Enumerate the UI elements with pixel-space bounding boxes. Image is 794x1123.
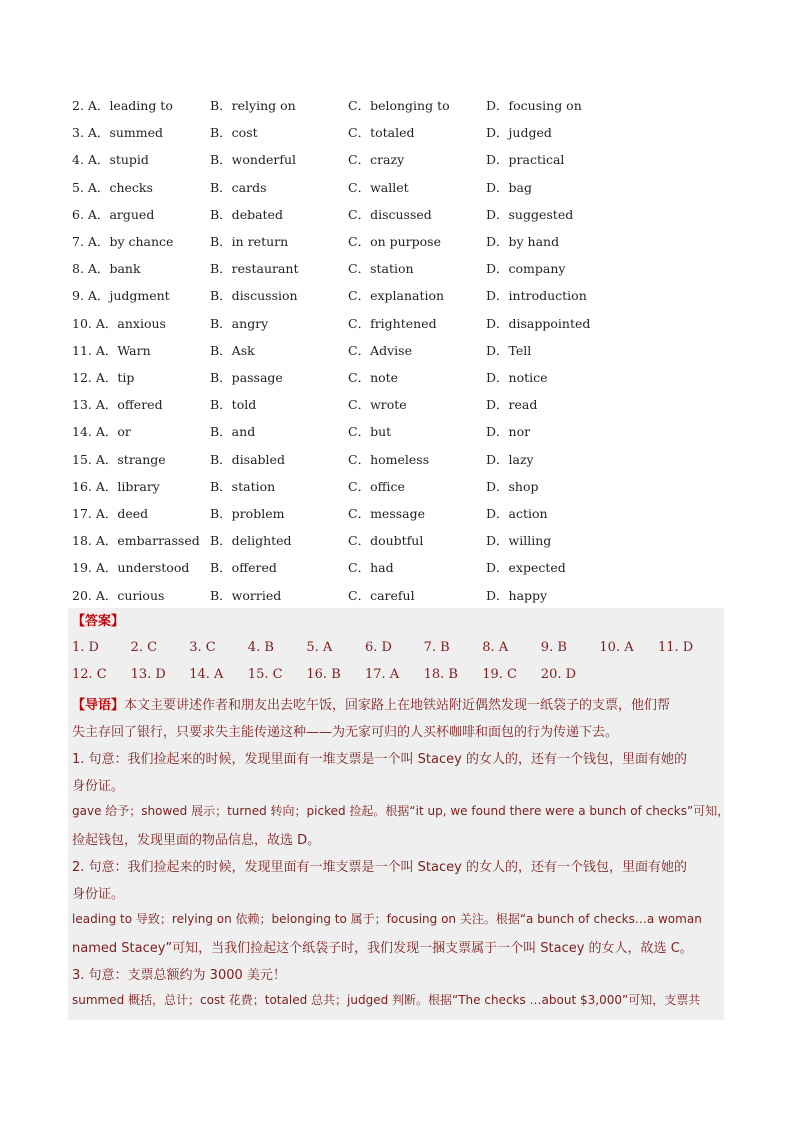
- option-a-text: summed: [109, 125, 164, 141]
- question-row: [0, 558, 794, 578]
- question-row: [0, 259, 794, 279]
- explanation-1-line-4: 捡起钱包，发现里面的物品信息，故选 D。: [72, 833, 321, 848]
- guide-line-2: 失主存回了银行，只要求失主能传递这种——为无家可归的人买杯咖啡和面包的行为传递下去。: [72, 725, 619, 740]
- answer-key-item: 10. A: [599, 640, 634, 655]
- option-a: [72, 422, 131, 440]
- option-a-text: embarrassed: [117, 533, 200, 549]
- question-number: 15. A．: [72, 451, 118, 467]
- option-a-text: tip: [117, 370, 135, 385]
- question-number: 11. A．: [72, 342, 118, 358]
- answer-key-row-2: [72, 667, 722, 687]
- question-number: 4. A．: [72, 152, 110, 168]
- option-d: D．expected: [486, 560, 566, 576]
- option-b: B．problem: [210, 506, 285, 521]
- option-d: D．practical: [486, 152, 565, 168]
- option-a: [72, 341, 151, 359]
- option-b: B．cost: [210, 125, 258, 141]
- answer-key-item: 9. B: [540, 640, 567, 655]
- explanation-2-line-1: 2. 句意：我们捡起来的时候，发现里面有一堆支票是一个叫 Stacey 的女人的，还有一个钱包，里面有她的: [72, 860, 687, 875]
- option-b: B．disabled: [210, 451, 285, 467]
- option-a-text: argued: [109, 206, 155, 222]
- option-a: [72, 286, 170, 304]
- option-a: [72, 450, 166, 468]
- option-d: D．shop: [486, 478, 539, 494]
- answer-key-item: 1. D: [72, 640, 99, 655]
- option-a-text: by chance: [109, 234, 174, 249]
- answer-key-item: 5. A: [306, 640, 333, 655]
- answer-label: 【答案】: [72, 614, 125, 629]
- option-c: C．careful: [348, 587, 415, 603]
- answer-key-item: 11. D: [658, 640, 694, 655]
- option-d: D．willing: [486, 533, 552, 549]
- option-c: C．office: [348, 478, 405, 494]
- question-number: 13. A．: [72, 397, 118, 413]
- option-a-text: Warn: [117, 342, 151, 358]
- option-b: B．wonderful: [210, 152, 297, 168]
- answer-key-item: 13. D: [130, 667, 166, 682]
- answer-key-item: 6. D: [365, 640, 392, 655]
- answer-key-item: 16. B: [306, 667, 341, 682]
- option-a: [72, 368, 134, 386]
- explanation-1-line-3: gave 给予；showed 展示；turned 转向；picked 捡起。根据“it up, we found there were a bunch of checks”可知，: [72, 804, 730, 818]
- question-row: [0, 232, 794, 252]
- option-b: B．cards: [210, 179, 267, 195]
- answer-key-item: 4. B: [247, 640, 274, 655]
- option-a: [72, 558, 189, 576]
- option-a: [72, 232, 173, 250]
- option-c: C．station: [348, 261, 414, 277]
- option-a-text: or: [117, 424, 131, 440]
- question-number: 2. A．: [72, 98, 110, 113]
- option-d: D．focusing on: [486, 98, 582, 113]
- question-number: 16. A．: [72, 478, 118, 494]
- option-d: D．judged: [486, 125, 552, 141]
- option-b: B．debated: [210, 206, 283, 222]
- question-number: 7. A．: [72, 234, 110, 249]
- option-a: [72, 586, 164, 604]
- question-number: 12. A．: [72, 370, 118, 385]
- option-c: C．explanation: [348, 288, 445, 304]
- option-c: C．doubtful: [348, 533, 424, 549]
- answer-key-row-1: [72, 640, 722, 660]
- answer-key-item: 2. C: [130, 640, 158, 655]
- question-number: 18. A．: [72, 533, 118, 549]
- answer-key-item: 8. A: [482, 640, 509, 655]
- option-c: C．belonging to: [348, 98, 450, 113]
- explanation-2-line-4: named Stacey”可知，当我们捡起这个纸袋子时，我们发现一捆支票属于一个叫 Stacey 的女人，故选 C。: [72, 941, 693, 956]
- option-d: D．action: [486, 506, 548, 521]
- explanation-3-line-1: 3. 句意：支票总额约为 3000 美元！: [72, 968, 286, 983]
- option-a-text: library: [117, 478, 160, 494]
- question-row: [0, 341, 794, 361]
- option-c: C．totaled: [348, 125, 415, 141]
- question-number: 10. A．: [72, 315, 118, 331]
- question-number: 8. A．: [72, 261, 110, 277]
- option-b: B．angry: [210, 315, 269, 331]
- option-a-text: strange: [117, 451, 166, 467]
- guide-label: 【导语】: [72, 698, 125, 713]
- question-number: 5. A．: [72, 179, 110, 195]
- option-a: [72, 123, 163, 141]
- option-a: [72, 395, 163, 413]
- option-b: B．in return: [210, 234, 289, 249]
- option-c: C．discussed: [348, 206, 432, 222]
- option-b: B．Ask: [210, 342, 255, 358]
- option-d: D．read: [486, 397, 538, 413]
- question-row: [0, 150, 794, 170]
- answer-key-item: 18. B: [423, 667, 458, 682]
- option-d: D．notice: [486, 370, 548, 385]
- option-c: C．frightened: [348, 315, 437, 331]
- option-d: D．introduction: [486, 288, 587, 304]
- option-c: C．had: [348, 560, 394, 576]
- option-d: D．Tell: [486, 342, 532, 358]
- answer-key-item: 7. B: [423, 640, 450, 655]
- question-row: [0, 450, 794, 470]
- option-a: [72, 531, 200, 549]
- question-number: 14. A．: [72, 424, 118, 440]
- question-row: [0, 314, 794, 334]
- question-row: [0, 531, 794, 551]
- question-row: [0, 395, 794, 415]
- option-b: B．restaurant: [210, 261, 299, 277]
- option-a: [72, 205, 154, 223]
- option-d: D．bag: [486, 179, 532, 195]
- option-b: B．and: [210, 424, 256, 440]
- option-c: C．wallet: [348, 179, 409, 195]
- option-b: B．told: [210, 397, 257, 413]
- option-d: D．nor: [486, 424, 531, 440]
- question-row: [0, 96, 794, 116]
- option-c: C．note: [348, 370, 399, 385]
- question-row: [0, 504, 794, 524]
- option-c: C．on purpose: [348, 234, 441, 249]
- option-d: D．by hand: [486, 234, 560, 249]
- option-a-text: offered: [117, 397, 163, 413]
- explanation-2-line-2: 身份证。: [72, 887, 125, 902]
- option-a: [72, 477, 160, 495]
- option-d: D．lazy: [486, 451, 534, 467]
- answer-key-item: 20. D: [540, 667, 577, 682]
- answer-key-item: 14. A: [189, 667, 224, 682]
- answer-key-item: 19. C: [482, 667, 517, 682]
- option-c: C．Advise: [348, 342, 412, 358]
- answer-section: [68, 608, 730, 1020]
- option-a-text: deed: [117, 506, 149, 521]
- option-a: [72, 314, 166, 332]
- option-b: B．relying on: [210, 98, 296, 113]
- option-b: B．offered: [210, 560, 277, 576]
- question-row: [0, 123, 794, 143]
- option-a-text: curious: [117, 587, 165, 603]
- option-b: B．delighted: [210, 533, 292, 549]
- explanation-1-line-1: 1. 句意：我们捡起来的时候，发现里面有一堆支票是一个叫 Stacey 的女人的，还有一个钱包，里面有她的: [72, 752, 687, 767]
- option-b: B．passage: [210, 370, 283, 385]
- option-c: C．message: [348, 506, 425, 521]
- option-b: B．worried: [210, 587, 282, 603]
- option-a: [72, 150, 149, 168]
- question-row: [0, 586, 794, 606]
- explanation-2-line-3: leading to 导致；relying on 依赖；belonging to 属于；focusing on 关注。根据“a bunch of checks…a woman: [72, 912, 702, 926]
- question-row: [0, 205, 794, 225]
- question-number: 17. A．: [72, 506, 118, 521]
- answer-key-item: 3. C: [189, 640, 216, 655]
- question-row: [0, 368, 794, 388]
- option-a-text: bank: [109, 261, 141, 277]
- explanation-3-line-2: summed 概括，总计；cost 花费；totaled 总共；judged 判断。根据“The checks …about $3,000”可知，支票共: [72, 993, 701, 1007]
- option-d: D．company: [486, 261, 566, 277]
- option-b: B．discussion: [210, 288, 298, 304]
- option-a-text: understood: [117, 560, 190, 576]
- question-row: [0, 422, 794, 442]
- option-c: C．but: [348, 424, 392, 440]
- question-row: [0, 178, 794, 198]
- option-d: D．suggested: [486, 206, 574, 222]
- answer-key-item: 15. C: [247, 667, 283, 682]
- option-d: D．disappointed: [486, 315, 591, 331]
- option-d: D．happy: [486, 587, 548, 603]
- question-number: 9. A．: [72, 288, 110, 304]
- option-a-text: anxious: [117, 315, 166, 331]
- answer-key-item: 12. C: [72, 667, 107, 682]
- option-c: C．wrote: [348, 397, 407, 413]
- option-a-text: judgment: [109, 288, 170, 304]
- option-a: [72, 259, 141, 277]
- question-number: 20. A．: [72, 587, 118, 603]
- explanation-1-line-2: 身份证。: [72, 779, 125, 794]
- question-row: [0, 477, 794, 497]
- question-number: 19. A．: [72, 560, 118, 576]
- option-c: C．homeless: [348, 451, 430, 467]
- option-b: B．station: [210, 478, 276, 494]
- option-a: [72, 504, 148, 522]
- guide-line-1: [72, 694, 670, 713]
- option-a-text: stupid: [109, 152, 149, 168]
- question-number: 3. A．: [72, 125, 110, 141]
- guide-text-1: 本文主要讲述作者和朋友出去吃午饭，回家路上在地铁站附近偶然发现一纸袋子的支票，他们帮: [124, 698, 671, 713]
- option-a: [72, 178, 153, 196]
- option-a-text: checks: [109, 179, 153, 195]
- question-number: 6. A．: [72, 206, 110, 222]
- option-a: [72, 96, 173, 114]
- option-c: C．crazy: [348, 152, 405, 168]
- answer-key-item: 17. A: [365, 667, 400, 682]
- option-a-text: leading to: [109, 98, 173, 113]
- question-row: [0, 286, 794, 306]
